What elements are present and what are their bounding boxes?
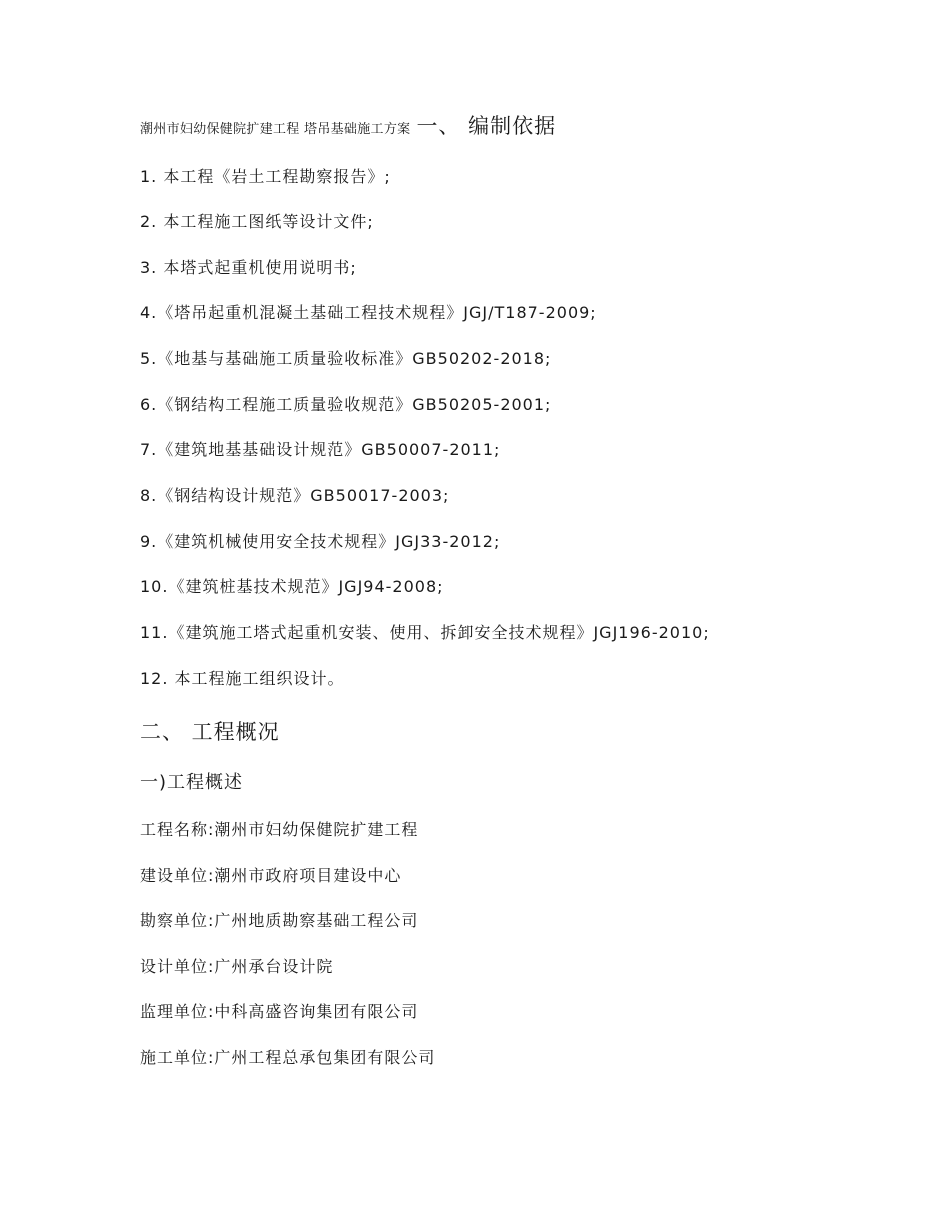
project-info-item: 建设单位:潮州市政府项目建设中心 bbox=[140, 866, 402, 885]
reference-item: 1. 本工程《岩土工程勘察报告》; bbox=[140, 167, 391, 186]
header-line bbox=[140, 116, 556, 140]
project-info-item: 施工单位:广州工程总承包集团有限公司 bbox=[140, 1048, 436, 1067]
reference-item: 4.《塔吊起重机混凝土基础工程技术规程》JGJ/T187-2009; bbox=[140, 303, 597, 322]
reference-item: 7.《建筑地基基础设计规范》GB50007-2011; bbox=[140, 440, 501, 459]
project-info-item: 监理单位:中科高盛咨询集团有限公司 bbox=[140, 1002, 419, 1021]
reference-item: 8.《钢结构设计规范》GB50017-2003; bbox=[140, 486, 450, 505]
reference-item: 6.《钢结构工程施工质量验收规范》GB50205-2001; bbox=[140, 395, 552, 414]
section-1-heading: 一、 编制依据 bbox=[416, 114, 557, 138]
reference-item: 5.《地基与基础施工质量验收标准》GB50202-2018; bbox=[140, 349, 552, 368]
document-title: 潮州市妇幼保健院扩建工程 塔吊基础施工方案 bbox=[140, 122, 411, 137]
section-2-heading: 二、 工程概况 bbox=[140, 720, 280, 744]
project-info-item: 勘察单位:广州地质勘察基础工程公司 bbox=[140, 911, 419, 930]
reference-item: 2. 本工程施工图纸等设计文件; bbox=[140, 212, 374, 231]
reference-item: 9.《建筑机械使用安全技术规程》JGJ33-2012; bbox=[140, 532, 501, 551]
project-info-item: 工程名称:潮州市妇幼保健院扩建工程 bbox=[140, 820, 419, 839]
reference-item: 11.《建筑施工塔式起重机安装、使用、拆卸安全技术规程》JGJ196-2010; bbox=[140, 623, 710, 642]
reference-item: 3. 本塔式起重机使用说明书; bbox=[140, 258, 357, 277]
section-2-subheading: 一)工程概述 bbox=[140, 772, 244, 793]
reference-item: 10.《建筑桩基技术规范》JGJ94-2008; bbox=[140, 577, 444, 596]
reference-item: 12. 本工程施工组织设计。 bbox=[140, 669, 345, 688]
project-info-item: 设计单位:广州承台设计院 bbox=[140, 957, 334, 976]
